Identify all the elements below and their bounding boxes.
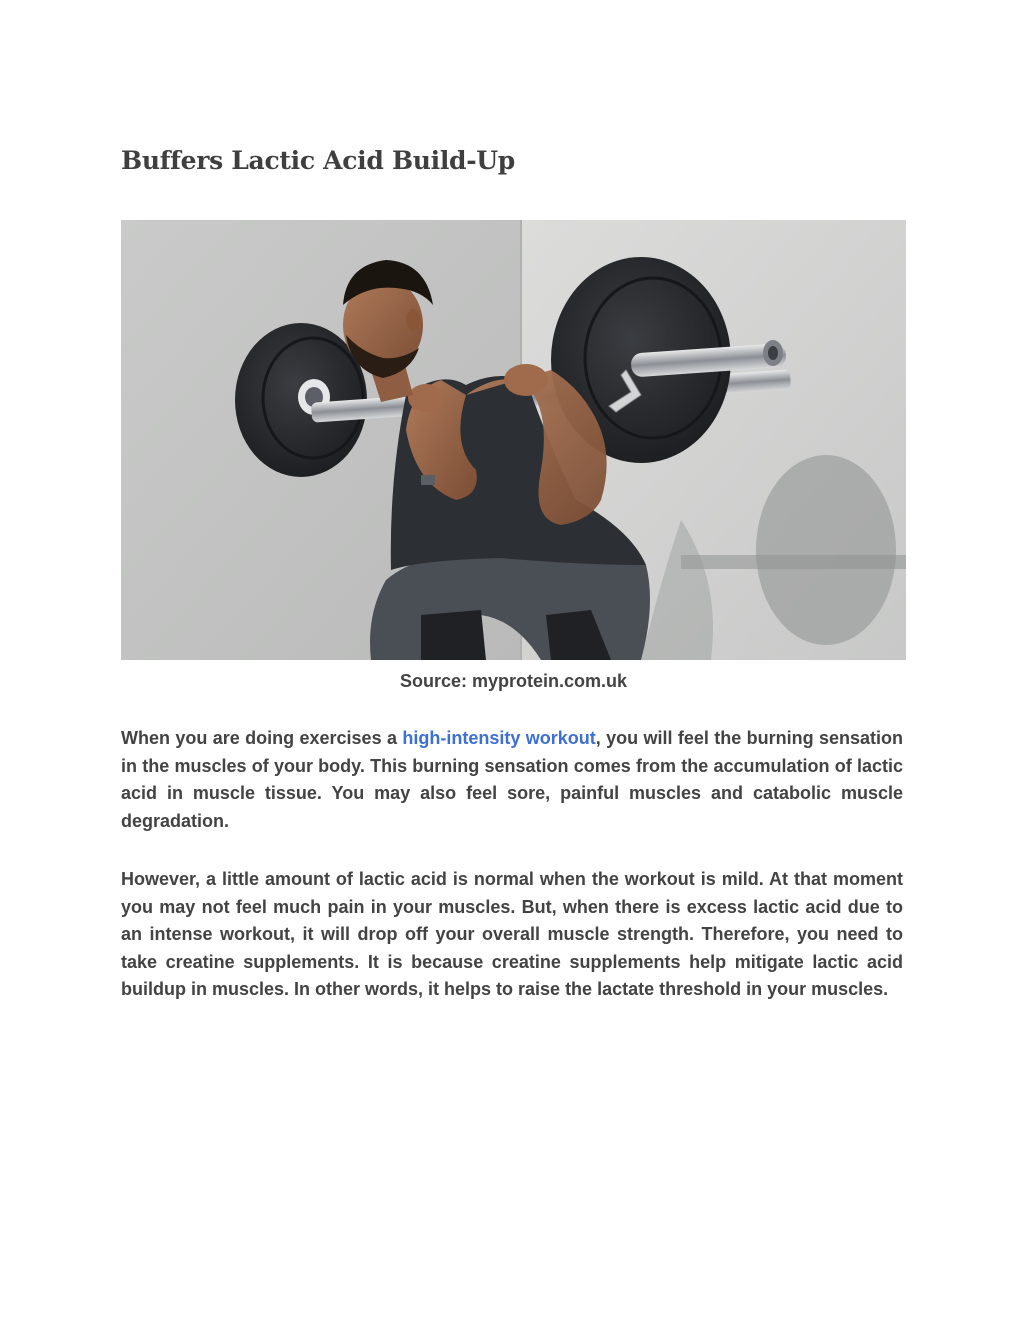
image-caption: Source: myprotein.com.uk <box>399 671 628 691</box>
high-intensity-workout-link[interactable]: high-intensity workout <box>402 728 596 748</box>
workout-photo <box>121 220 906 660</box>
paragraph-1-rest: , you will feel the burning sensation in the muscles of your body. This burning sensation comes from the accumulation of lactic acid in muscle tissue. You may also feel sore, painful muscles and catabolic muscle degradation. <box>121 728 903 831</box>
paragraph-1-intro: When you are doing exercises a <box>121 728 403 748</box>
paragraph-1 <box>121 725 903 835</box>
paragraph-2: However, a little amount of lactic acid is normal when the workout is mild. At that moment you may not feel much pain in your muscles. But, when there is excess lactic acid due to an intense workout, it will drop off your overall muscle strength. Therefore, you need to take creatine supplements. It is because creatine supplements help mitigate lactic acid buildup in muscles. In other words, it helps to raise the lactate threshold in your muscles. <box>121 869 903 1000</box>
page-title: Buffers Lactic Acid Build-Up <box>121 146 515 175</box>
